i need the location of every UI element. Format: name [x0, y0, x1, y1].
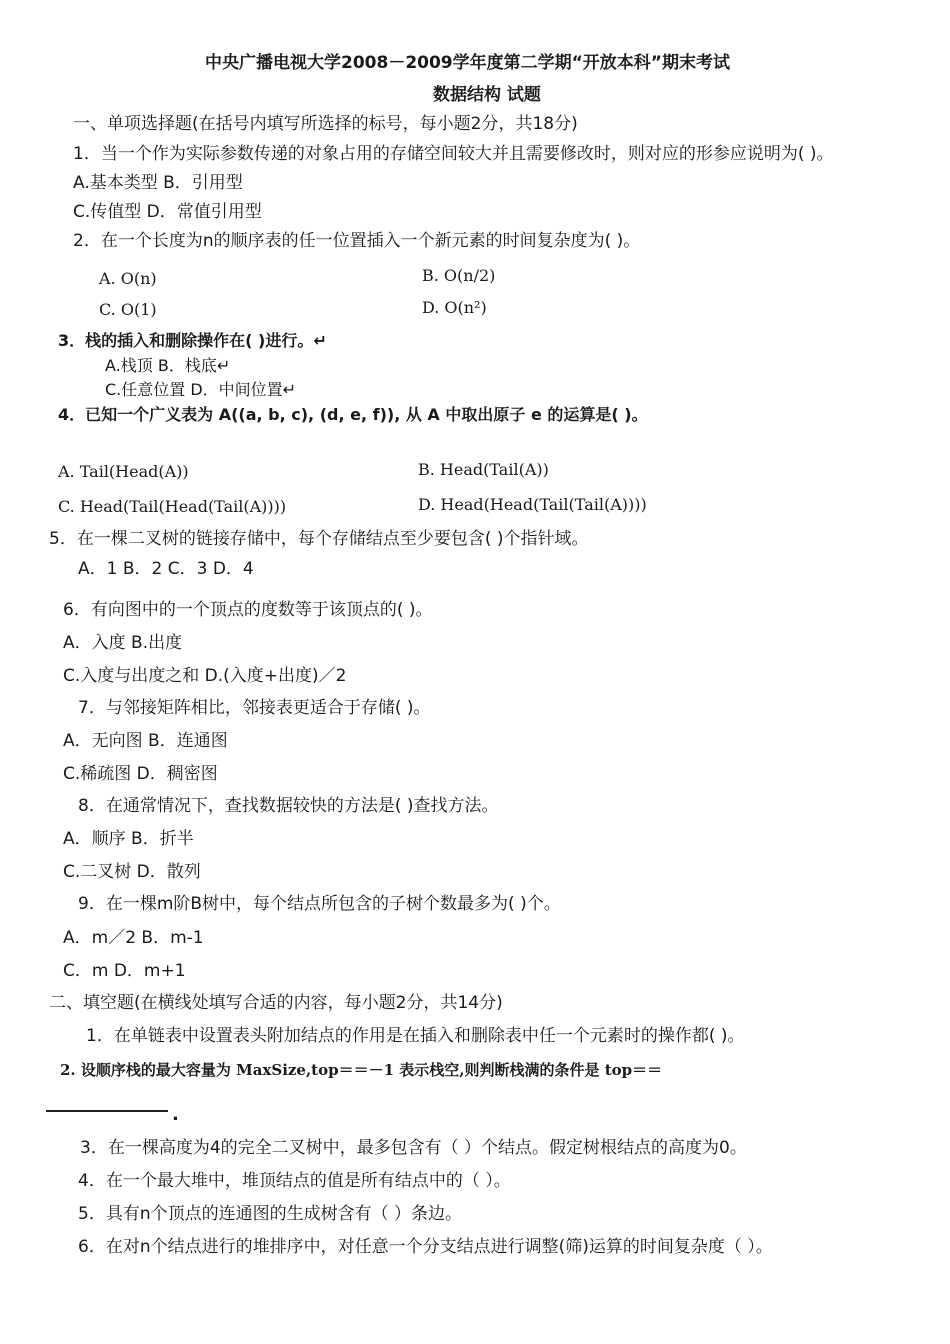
q7-options-cd: C.稀疏图 D．稠密图 [63, 764, 218, 784]
fill-q3-text: 3．在一棵高度为4的完全二叉树中，最多包含有（ ）个结点。假定树根结点的高度为0。 [80, 1138, 747, 1158]
q4-option-c: C. Head(Tail(Head(Tail(A)))) [58, 497, 287, 516]
exam-subtitle: 数据结构 试题 [433, 85, 541, 105]
fill-q2-period: . [172, 1104, 179, 1125]
q5-options: A．1 B．2 C．3 D．4 [78, 559, 254, 579]
q5-text: 5．在一棵二叉树的链接存储中，每个存储结点至少要包含( )个指针域。 [49, 529, 589, 549]
section1-heading: 一、单项选择题(在括号内填写所选择的标号，每小题2分，共18分) [73, 114, 578, 134]
q8-options-cd: C.二叉树 D．散列 [63, 862, 201, 882]
q8-options-ab: A．顺序 B．折半 [63, 829, 194, 849]
q4-option-b: B. Head(Tail(A)) [418, 460, 549, 479]
q6-text: 6．有向图中的一个顶点的度数等于该顶点的( )。 [63, 600, 433, 620]
q1-text: 1．当一个作为实际参数传递的对象占用的存储空间较大并且需要修改时，则对应的形参应说明为( )。 [73, 144, 834, 164]
q4-text: 4．已知一个广义表为 A((a, b, c), (d, e, f)), 从 A 中取出原子 e 的运算是( )。 [58, 405, 648, 424]
q3-text: 3．栈的插入和删除操作在( )进行。↵ [58, 331, 327, 350]
q4-option-a: A. Tail(Head(A)) [58, 462, 189, 481]
q8-text: 8．在通常情况下，查找数据较快的方法是( )查找方法。 [78, 796, 499, 816]
q2-option-b: B. O(n/2) [422, 266, 496, 285]
q6-options-cd: C.入度与出度之和 D.(入度+出度)／2 [63, 666, 347, 686]
q9-options-ab: A．m／2 B．m-1 [63, 928, 204, 948]
q2-option-c: C. O(1) [99, 300, 157, 319]
q6-options-ab: A．入度 B.出度 [63, 633, 183, 653]
fill-q5-text: 5．具有n个顶点的连通图的生成树含有（ ）条边。 [78, 1204, 462, 1224]
section2-heading: 二、填空题(在横线处填写合适的内容，每小题2分，共14分) [49, 993, 503, 1013]
q9-options-cd: C．m D．m+1 [63, 961, 186, 981]
exam-title: 中央广播电视大学2008－2009学年度第二学期“开放本科”期末考试 [205, 53, 730, 73]
q3-options-cd: C.任意位置 D．中间位置↵ [105, 380, 297, 399]
fill-q2-text: 2. 设顺序栈的最大容量为 MaxSize,top＝＝－1 表示栈空,则判断栈满的条件是 top＝＝ [60, 1061, 663, 1079]
q7-text: 7．与邻接矩阵相比，邻接表更适合于存储( )。 [78, 698, 431, 718]
fill-q6-text: 6．在对n个结点进行的堆排序中，对任意一个分支结点进行调整(筛)运算的时间复杂度（ ）。 [78, 1237, 773, 1257]
q3-options-ab: A.栈顶 B．栈底↵ [105, 356, 231, 375]
q4-option-d: D. Head(Head(Tail(Tail(A)))) [418, 495, 647, 514]
q2-text: 2．在一个长度为n的顺序表的任一位置插入一个新元素的时间复杂度为( )。 [73, 231, 641, 251]
fill-q1-text: 1．在单链表中设置表头附加结点的作用是在插入和删除表中任一个元素时的操作都( )。 [86, 1026, 745, 1046]
fill-q2-answer-line [46, 1110, 168, 1112]
fill-q4-text: 4．在一个最大堆中，堆顶结点的值是所有结点中的（ ）。 [78, 1171, 511, 1191]
q1-options-ab: A.基本类型 B．引用型 [73, 173, 243, 193]
q2-option-a: A. O(n) [99, 269, 157, 288]
q9-text: 9．在一棵m阶B树中，每个结点所包含的子树个数最多为( )个。 [78, 894, 561, 914]
q7-options-ab: A．无向图 B．连通图 [63, 731, 228, 751]
q1-options-cd: C.传值型 D．常值引用型 [73, 202, 262, 222]
q2-option-d: D. O(n²) [422, 298, 487, 317]
